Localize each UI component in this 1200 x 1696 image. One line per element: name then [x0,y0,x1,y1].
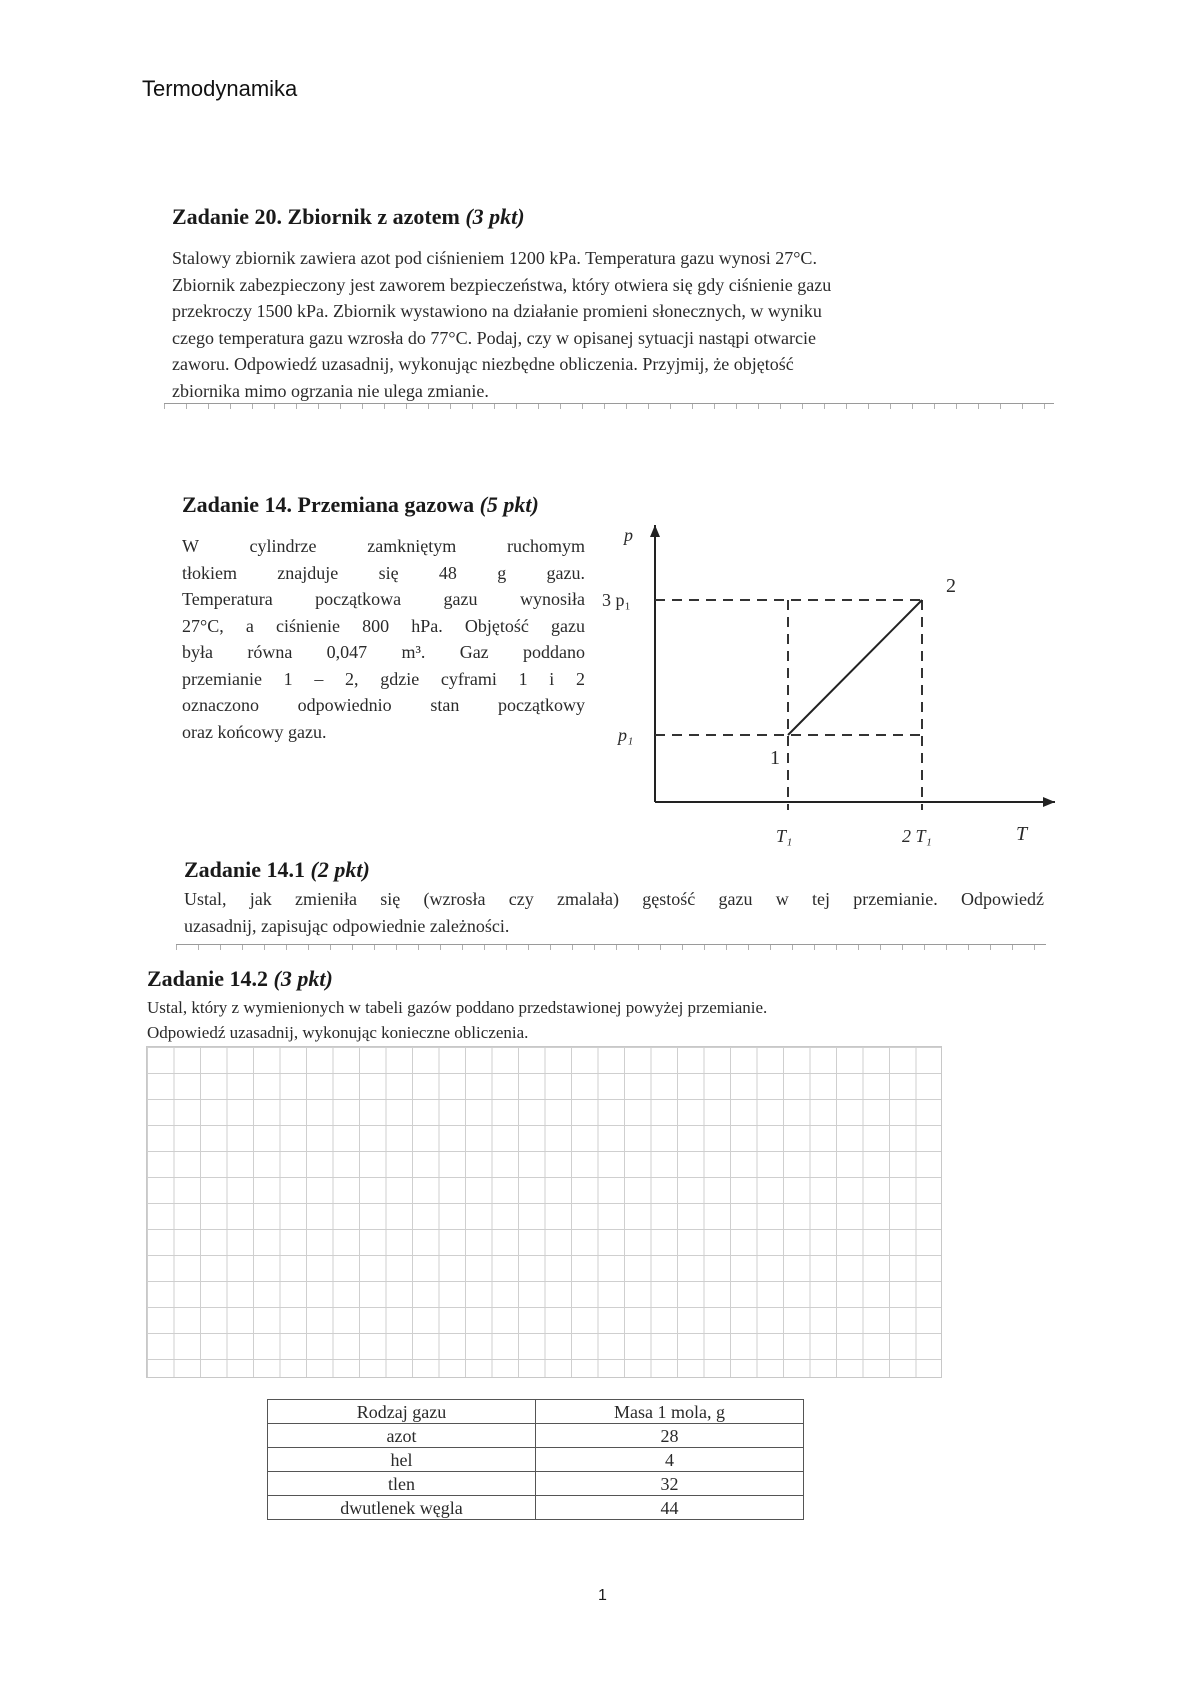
task-14-line: Temperatura początkowa gazu wynosiła [182,589,585,609]
task-14-2-line: Ustal, który z wymienionych w tabeli gazów poddano przedstawionej powyżej przemianie. [147,998,768,1017]
task-14-line: tłokiem znajduje się 48 g gazu. [182,562,585,583]
p-axis-arrow [650,525,660,537]
table-header-row [268,1400,804,1424]
table-row [268,1424,804,1448]
task-14-line: przemianie 1 – 2, gdzie cyframi 1 i 2 [182,668,585,689]
task-14-line: oraz końcowy gazu. [182,721,327,742]
task-20-line: przekroczy 1500 kPa. Zbiornik wystawiono na działanie promieni słonecznych, w wyniku [172,301,822,321]
table-header-cell: Masa 1 mola, g [536,1400,804,1424]
task-14-1-title [184,857,370,883]
table-row [268,1496,804,1520]
answer-ruler-ticks [164,404,1054,409]
y-tick-p1: p₁ [618,725,634,745]
task-14-2-title [147,966,333,992]
y-tick-3p1: 3 p₁ [602,590,631,610]
task-20-body [172,245,1040,404]
task-14-line: 27°C, a ciśnienie 800 hPa. Objętość gazu [182,615,585,636]
task-20-title [172,204,525,230]
task-14-1-points: (2 pkt) [310,857,370,882]
table-cell: 28 [536,1424,804,1448]
task-14-2-body [147,995,947,1045]
task-20-line: czego temperatura gazu wzrosła do 77°C. Podaj, czy w opisanej sytuacji nastąpi otwarcie [172,327,816,348]
task-14-title [182,492,539,518]
state-1-label: 1 [770,747,780,769]
task-14-points: (5 pkt) [479,492,539,517]
task-20-line: Stalowy zbiornik zawiera azot pod ciśnieniem 1200 kPa. Temperatura gazu wynosi 27°C. [172,248,817,268]
task-20-line: zbiornika mimo ogrzania nie ulega zmianie. [172,380,489,401]
task-20-points: (3 pkt) [465,204,525,229]
task-14-1-line: uzasadnij, zapisując odpowiednie zależności. [184,915,510,936]
page-header: Termodynamika [142,76,298,101]
task-20-line: zaworu. Odpowiedź uzasadnij, wykonując niezbędne obliczenia. Przyjmij, że objętość [172,354,794,374]
table-header-cell: Rodzaj gazu [268,1400,536,1424]
table-row [268,1472,804,1496]
task-14-2-title-text: Zadanie 14.2 [147,966,269,991]
table-row [268,1448,804,1472]
t-axis-arrow [1043,797,1055,807]
x-tick-t1: T₁ [776,826,793,846]
table-cell: dwutlenek węgla [268,1496,536,1520]
task-14-body [182,533,585,745]
table-cell: tlen [268,1472,536,1496]
process-line-1-2 [788,600,922,735]
task-14-2-points: (3 pkt) [273,966,333,991]
table-cell: 32 [536,1472,804,1496]
task-14-2-line: Odpowiedź uzasadnij, wykonując konieczne obliczenia. [147,1023,529,1042]
table-cell: hel [268,1448,536,1472]
p-t-graph [600,520,1060,860]
table-cell: 4 [536,1448,804,1472]
task-14-1-line: Ustal, jak zmieniła się (wzrosła czy zmalała) gęstość gazu w tej przemianie. Odpowiedź [184,889,1044,909]
task-20-line: Zbiornik zabezpieczony jest zaworem bezpieczeństwa, który otwiera się gdy ciśnienie gazu [172,274,832,295]
page-number: 1 [598,1587,607,1604]
task-14-line: W cylindrze zamkniętym ruchomym [182,536,585,556]
answer-ruler-ticks [176,945,1046,950]
state-2-label: 2 [946,575,956,597]
task-14-line: oznaczono odpowiednio stan początkowy [182,695,585,715]
gas-table [267,1399,804,1520]
p-axis-label: p [624,525,633,545]
task-14-title-text: Zadanie 14. Przemiana gazowa [182,492,475,517]
task-14-1-title-text: Zadanie 14.1 [184,857,306,882]
task-14-1-body [184,886,1044,939]
task-20-title-text: Zadanie 20. Zbiornik z azotem [172,204,460,229]
table-cell: 44 [536,1496,804,1520]
task-14-line: była równa 0,047 m³. Gaz poddano [182,642,585,662]
table-cell: azot [268,1424,536,1448]
x-tick-2t1: 2 T₁ [902,826,932,846]
t-axis-label: T [1016,823,1028,845]
answer-grid[interactable] [146,1046,942,1378]
